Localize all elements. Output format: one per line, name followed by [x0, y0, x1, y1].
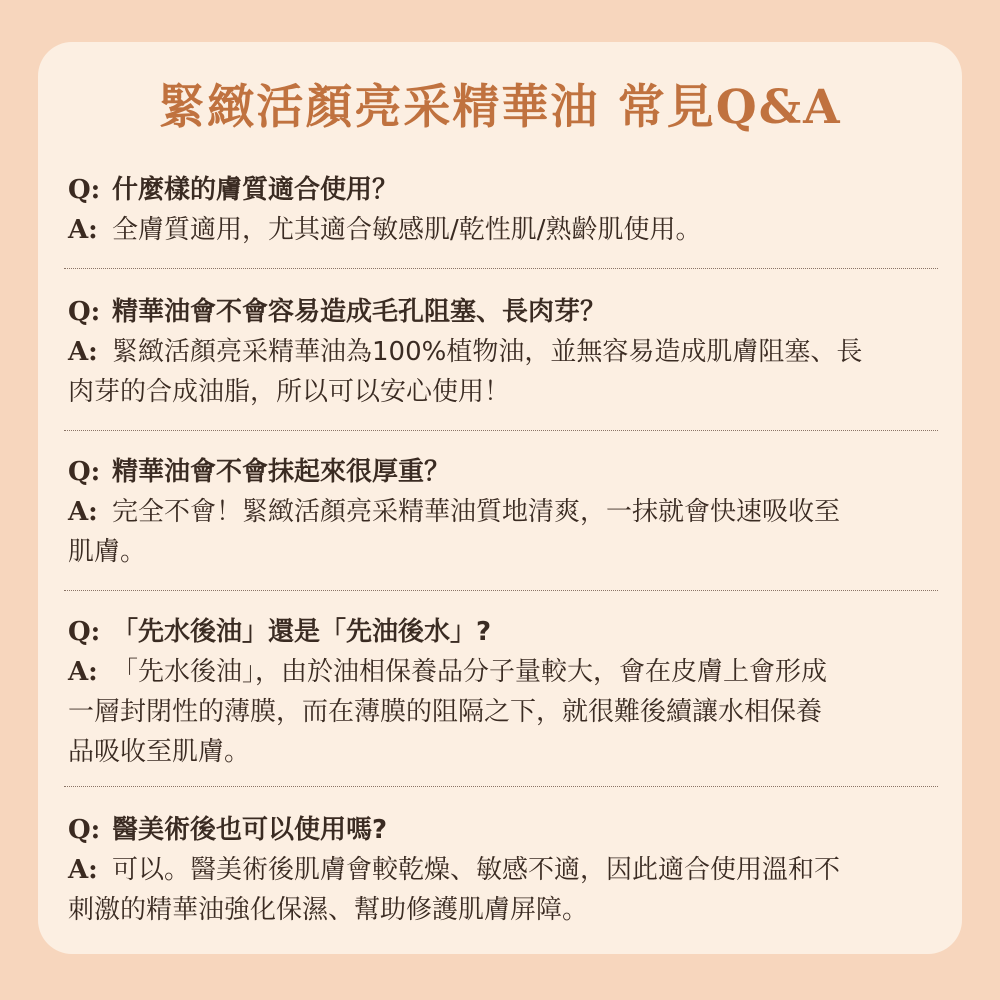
answer-text: 可以。醫美術後肌膚會較乾燥、敏感不適，因此適合使用溫和不 — [112, 855, 841, 885]
answer-line — [68, 850, 948, 890]
answer-text: 完全不會！緊緻活顏亮采精華油質地清爽，一抹就會快速吸收至 — [112, 497, 841, 527]
question-line — [68, 292, 948, 332]
question-text: 「先水後油」還是「先油後水」? — [112, 617, 492, 647]
question-text: 精華油會不會容易造成毛孔阻塞、長肉芽？ — [112, 297, 607, 327]
dotted-divider — [64, 590, 938, 591]
question-text: 什麼樣的膚質適合使用？ — [112, 175, 399, 205]
a-prefix: A: — [68, 497, 98, 527]
answer-line: 刺激的精華油強化保濕、幫助修護肌膚屏障。 — [68, 895, 589, 925]
answer-line — [68, 492, 948, 532]
answer-line: 肌膚。 — [68, 537, 147, 567]
a-prefix: A: — [68, 855, 98, 885]
question-line — [68, 170, 948, 210]
dotted-divider — [64, 430, 938, 431]
qa-item — [68, 612, 948, 772]
q-prefix: Q: — [68, 457, 101, 487]
page-title: 緊緻活顏亮采精華油 常見Q&A — [158, 80, 842, 135]
answer-text: 緊緻活顏亮采精華油為100%植物油，並無容易造成肌膚阻塞、長 — [112, 337, 863, 367]
dotted-divider — [64, 268, 938, 269]
answer-line — [68, 652, 948, 692]
question-text: 精華油會不會抹起來很厚重？ — [112, 457, 451, 487]
question-line — [68, 452, 948, 492]
question-line — [68, 810, 948, 850]
qa-item — [68, 452, 948, 572]
answer-text: 全膚質適用，尤其適合敏感肌/乾性肌/熟齡肌使用。 — [112, 215, 702, 245]
answer-line: 肉芽的合成油脂，所以可以安心使用！ — [68, 377, 511, 407]
answer-line: 一層封閉性的薄膜，而在薄膜的阻隔之下，就很難後續讓水相保養 — [68, 697, 823, 727]
question-text: 醫美術後也可以使用嗎? — [112, 815, 388, 845]
q-prefix: Q: — [68, 297, 101, 327]
q-prefix: Q: — [68, 815, 101, 845]
a-prefix: A: — [68, 337, 98, 367]
a-prefix: A: — [68, 215, 98, 245]
answer-text: 「先水後油」，由於油相保養品分子量較大，會在皮膚上會形成 — [112, 657, 828, 687]
q-prefix: Q: — [68, 617, 101, 647]
qa-item — [68, 810, 948, 930]
qa-item — [68, 170, 948, 250]
answer-line — [68, 332, 948, 372]
qa-item — [68, 292, 948, 412]
dotted-divider — [64, 786, 938, 787]
q-prefix: Q: — [68, 175, 101, 205]
answer-line: 品吸收至肌膚。 — [68, 737, 251, 767]
a-prefix: A: — [68, 657, 98, 687]
qa-card — [38, 42, 962, 954]
answer-line — [68, 210, 948, 250]
question-line — [68, 612, 948, 652]
